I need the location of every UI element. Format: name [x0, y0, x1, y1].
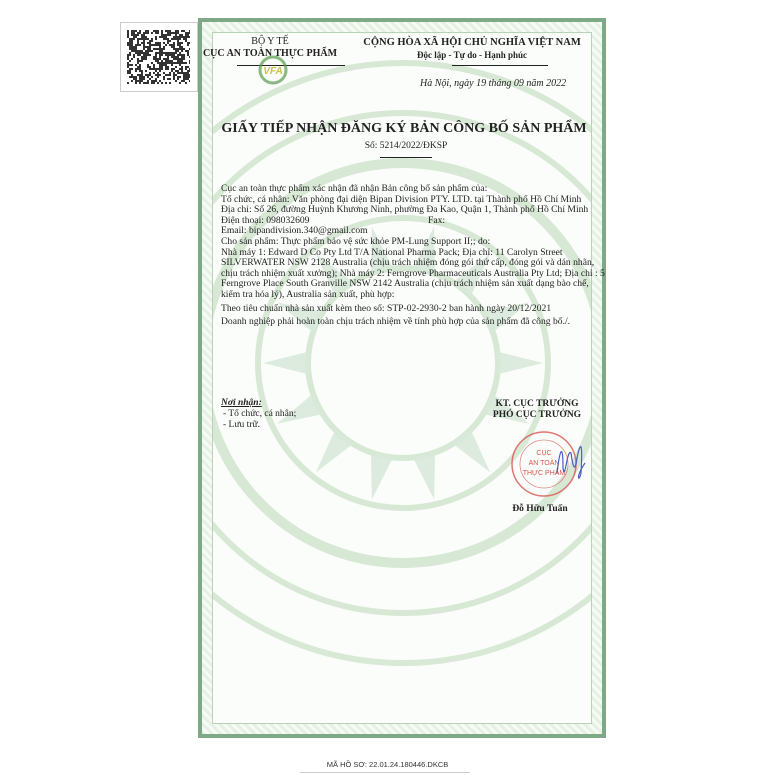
agency-name: CỤC AN TOÀN THỰC PHẨM — [202, 48, 338, 59]
intro-text: Cục an toàn thực phẩm xác nhận đã nhận Bản công bố sản phẩm của: — [221, 183, 488, 194]
standard-text: Theo tiêu chuẩn nhà sản xuất kèm theo số: STP-02-2930-2 ban hành ngày 20/12/2021 — [221, 302, 552, 314]
divider — [237, 65, 345, 66]
issue-date: Hà Nội, ngày 19 tháng 09 năm 2022 — [420, 78, 567, 89]
stamp-text: AN TOÀN — [528, 460, 560, 467]
country-name: CỘNG HÒA XÃ HỘI CHỦ NGHĨA VIỆT NAM — [363, 37, 581, 48]
stamp-text: CỤC — [536, 450, 552, 457]
factories-text: Nhà máy 1: Edward D Co Pty Ltd T/A National Pharma Pack; Địa chỉ: 11 Carolyn Street SILVERWATER NSW 2128 Australia (chịu trách nhiệm đóng gói thứ cấp, đóng gói và dán nhãn, chịu trách nhiệm xuất xưởng); Nhà máy 2: Ferngrove Pharmaceuticals Australia Pty Ltd; Địa chỉ : 5 Ferngrove Place South Granville NSW 2142 Australia (chịu trách nhiệm sản xuất dạng bào chế, kiểm tra hóa lý), Australia sản xuất, phù hợp: — [221, 246, 605, 300]
vfa-logo-text: VFA — [263, 66, 283, 77]
product-text: Cho sản phẩm: Thực phẩm bảo vệ sức khỏe PM-Lung Support II;; do: — [221, 235, 491, 247]
signer-position: PHÓ CỤC TRƯỞNG — [492, 410, 582, 420]
official-stamp — [505, 428, 595, 500]
divider — [452, 65, 548, 66]
divider — [380, 157, 432, 158]
phone-text: Điện thoại: 098032609 — [221, 214, 310, 226]
organization-text: Tổ chức, cá nhân: Văn phòng đại diện Bipan Division PTY. LTD. tại Thành phố Hồ Chí Minh — [221, 193, 582, 205]
ministry-name: BỘ Y TẾ — [251, 36, 289, 47]
address-text: Địa chỉ: Số 26, đường Huỳnh Khương Ninh, phường Đa Kao, Quận 1, Thành phố Hồ Chí Minh — [221, 204, 589, 216]
fax-text: Fax: — [428, 214, 446, 226]
document-title: GIẤY TIẾP NHẬN ĐĂNG KÝ BẢN CÔNG BỐ SẢN PHẨM — [221, 121, 587, 136]
vfa-logo — [256, 54, 290, 86]
footer-divider — [300, 772, 470, 773]
qr-code — [120, 22, 198, 92]
recipient-item: - Tổ chức, cá nhân; — [223, 409, 297, 419]
qr-code-icon — [127, 30, 190, 84]
certificate-body — [221, 184, 605, 328]
responsibility-text: Doanh nghiệp phải hoàn toàn chịu trách nhiệm về tính phù hợp của sản phẩm đã công bố./. — [221, 316, 571, 328]
recipients-label: Nơi nhận: — [221, 398, 262, 408]
signer-title: KT. CỤC TRƯỞNG — [495, 399, 579, 409]
email-text: Email: bipandivision.340@gmail.com — [221, 225, 368, 237]
stamp-text: THỰC PHẨM — [522, 470, 566, 477]
dossier-code: MÃ HỒ SƠ: 22.01.24.180446.DKCB — [326, 760, 449, 769]
recipient-item: - Lưu trữ. — [223, 420, 260, 430]
motto: Độc lập - Tự do - Hạnh phúc — [416, 50, 528, 60]
document-number: Số: 5214/2022/ĐKSP — [364, 141, 448, 151]
signer-name: Đỗ Hữu Tuấn — [512, 504, 568, 514]
